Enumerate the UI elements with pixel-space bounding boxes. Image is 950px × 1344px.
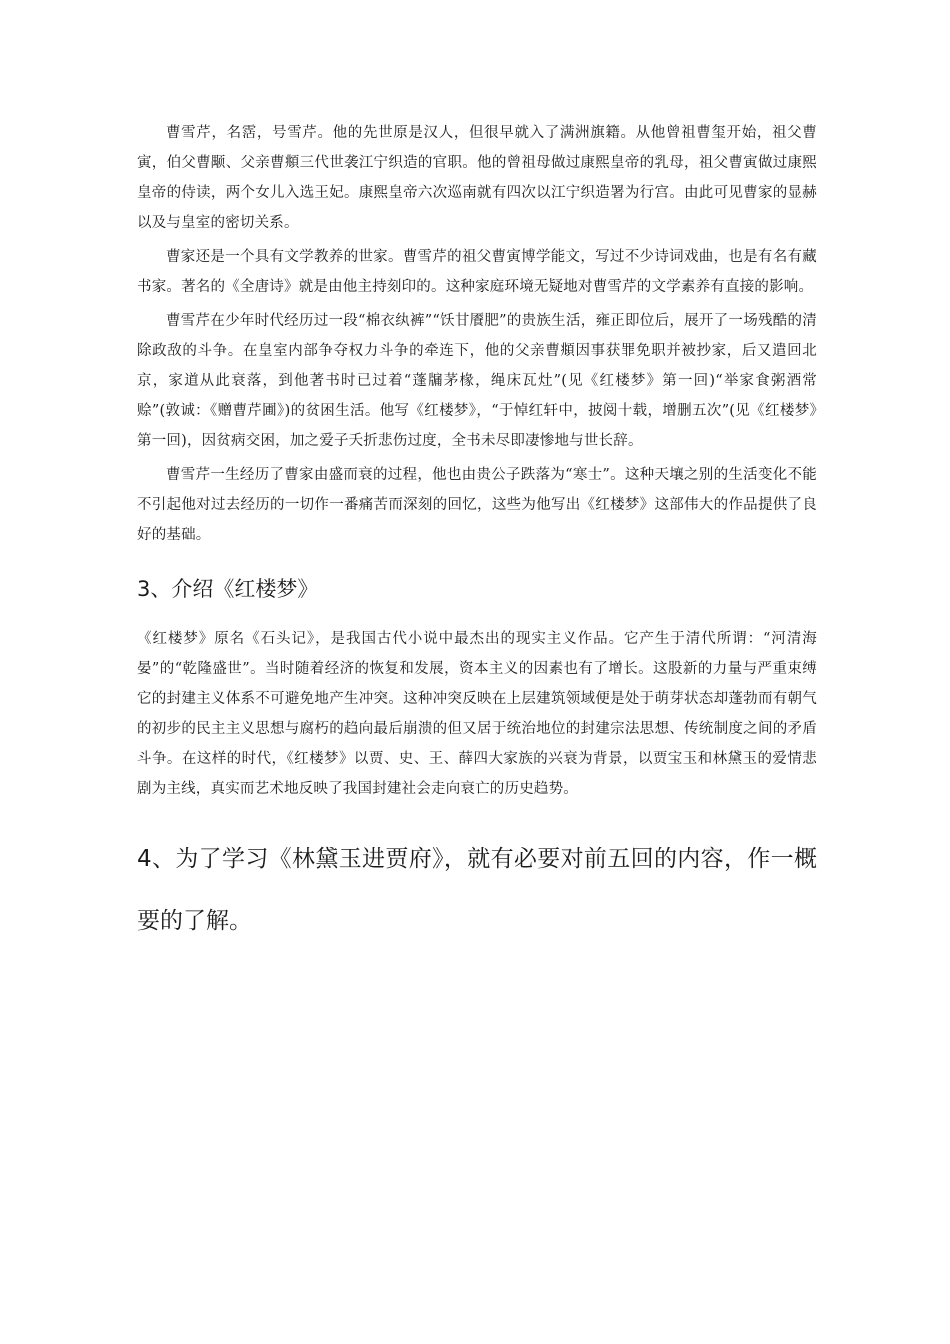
- paragraph-family-literature: 曹家还是一个具有文学教养的世家。曹雪芹的祖父曹寅博学能文，写过不少诗词戏曲，也是有名有藏书家。著名的《全唐诗》就是由他主持刻印的。这种家庭环境无疑地对曹雪芹的文学素养有直接的影响。: [137, 249, 817, 295]
- document-page: [137, 118, 817, 952]
- section-4-heading: 4、为了学习《林黛玉进贾府》，就有必要对前五回的内容，作一概要的了解。: [137, 846, 817, 934]
- paragraph-youth-decline: 曹雪芹在少年时代经历过一段“棉衣纨裤”“饫甘餍肥”的贵族生活，雍正即位后，展开了一场残酷的清除政敌的斗争。在皇室内部争夺权力斗争的牵连下，他的父亲曹頫因事获罪免职并被抄家，后又遣回北京，家道从此衰落，到他著书时已过着“蓬牖茅椽，绳床瓦灶”(见《红楼梦》第一回)“举家食粥酒常赊”(敦诚：《赠曹芹圃》)的贫困生活。他写《红楼梦》，“于悼红轩中，披阅十载，增删五次”(见《红楼梦》第一回)，因贫病交困，加之爱子夭折悲伤过度，全书未尽即凄惨地与世长辞。: [137, 313, 817, 449]
- section-3-heading: 3、介绍《红楼梦》: [137, 577, 319, 601]
- paragraph-life-change: 曹雪芹一生经历了曹家由盛而衰的过程，他也由贵公子跌落为“寒士”。这种天壤之别的生活变化不能不引起他对过去经历的一切作一番痛苦而深刻的回忆，这些为他写出《红楼梦》这部伟大的作品提供了良好的基础。: [137, 467, 817, 543]
- paragraph-biography: 曹雪芹，名霑，号雪芹。他的先世原是汉人，但很早就入了满洲旗籍。从他曾祖曹玺开始，祖父曹寅，伯父曹颙、父亲曹頫三代世袭江宁织造的官职。他的曾祖母做过康熙皇帝的乳母，祖父曹寅做过康熙皇帝的侍读，两个女儿入选王妃。康熙皇帝六次巡南就有四次以江宁织造署为行宫。由此可见曹家的显赫以及与皇室的密切关系。: [137, 125, 817, 231]
- section-3-paragraph: 《红楼梦》原名《石头记》，是我国古代小说中最杰出的现实主义作品。它产生于清代所谓：“河清海晏”的“乾隆盛世”。当时随着经济的恢复和发展，资本主义的因素也有了增长。这股新的力量与严重束缚它的封建主义体系不可避免地产生冲突。这种冲突反映在上层建筑领域便是处于萌芽状态却蓬勃而有朝气的初步的民主主义思想与腐朽的趋向最后崩溃的但又居于统治地位的封建宗法思想、传统制度之间的矛盾斗争。在这样的时代，《红楼梦》以贾、史、王、薛四大家族的兴衰为背景，以贾宝玉和林黛玉的爱情悲剧为主线，真实而艺术地反映了我国封建社会走向衰亡的历史趋势。: [137, 631, 817, 797]
